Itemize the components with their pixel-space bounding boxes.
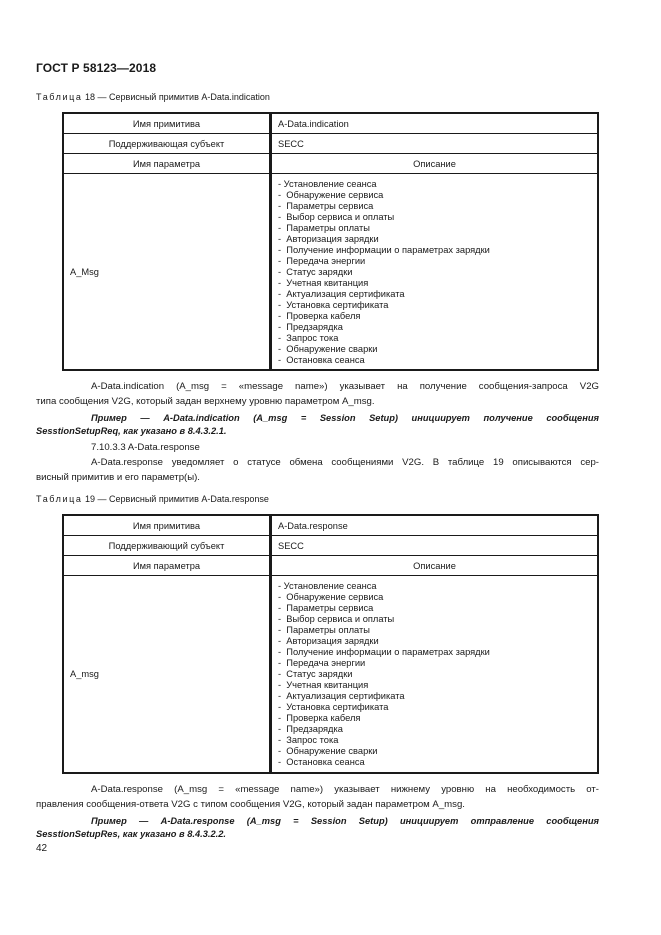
message-list-item: - Остановка сеанса [278, 757, 365, 767]
column-header-description: Описание [271, 154, 599, 174]
paragraph-line: типа сообщения V2G, который задан верхнему уровню параметром A_msg. [36, 396, 375, 407]
message-list-item: - Статус зарядки [278, 669, 353, 679]
table-header-row [63, 556, 598, 576]
message-list-item: - Обнаружение сервиса [278, 592, 384, 602]
message-list-item: - Параметры сервиса [278, 603, 374, 613]
message-list-item: - Передача энергии [278, 255, 366, 266]
message-list-item: - Получение информации о параметрах зарядки [278, 647, 490, 657]
table-row [63, 515, 598, 536]
message-list-item: - Статус зарядки [278, 266, 353, 277]
paragraph-line: A-Data.response (A_msg = «message name») указывает нижнему уровню на необходимость от- [91, 784, 599, 795]
example-line: Пример — A-Data.response (A_msg = Session Setup) инициирует отправление сообщения [91, 816, 599, 826]
table-18-caption [36, 92, 270, 102]
message-list-item: - Учетная квитанция [278, 277, 369, 288]
param-name: A_Msg [63, 174, 271, 371]
message-list-item: - Передача энергии [278, 658, 366, 668]
message-list-item: - Предзарядка [278, 321, 343, 332]
param-description [271, 576, 599, 774]
message-list-item: - Предзарядка [278, 724, 343, 734]
caption-text: 19 — Сервисный примитив A-Data.response [85, 494, 269, 504]
table-row [63, 174, 598, 371]
document-header-standard: ГОСТ Р 58123—2018 [36, 61, 157, 75]
example-indication [36, 412, 599, 438]
section-heading: 7.10.3.3 A-Data.response [91, 442, 200, 453]
page-number: 42 [36, 843, 48, 854]
paragraph-line: висный примитив и его параметр(ы). [36, 472, 200, 483]
table-19-caption [36, 494, 269, 504]
message-list-item: - Обнаружение сварки [278, 343, 378, 354]
message-list-item: - Проверка кабеля [278, 310, 361, 321]
message-list-item: - Остановка сеанса [278, 354, 365, 365]
caption-text: 18 — Сервисный примитив A-Data.indication [85, 92, 270, 102]
message-list-item: - Авторизация зарядки [278, 233, 379, 244]
message-list-item: - Актуализация сертификата [278, 691, 405, 701]
table-header-row [63, 154, 598, 174]
caption-word: Таблица [36, 494, 83, 504]
message-list-item: - Обнаружение сварки [278, 746, 378, 756]
message-list-item: - Выбор сервиса и оплаты [278, 614, 395, 624]
example-line: SesstionSetupReq, как указано в 8.4.3.2.1. [36, 426, 227, 436]
table-row [63, 113, 598, 134]
paragraph-line: правления сообщения-ответа V2G с типом сообщения V2G, который задан параметром A_msg. [36, 799, 465, 810]
table-19 [62, 514, 599, 774]
cell-value: SECC [271, 536, 599, 556]
message-list-item: - Параметры оплаты [278, 625, 370, 635]
cell-label: Поддерживающий субъект [63, 536, 271, 556]
example-line: SesstionSetupRes, как указано в 8.4.3.2.2. [36, 829, 227, 839]
cell-value: A-Data.response [271, 515, 599, 536]
message-list-item: - Установка сертификата [278, 702, 389, 712]
paragraph-indication [36, 379, 599, 409]
message-list-item: - Актуализация сертификата [278, 288, 405, 299]
message-list-item: - Проверка кабеля [278, 713, 361, 723]
cell-label: Имя примитива [63, 113, 271, 134]
message-list-item: - Получение информации о параметрах зарядки [278, 244, 490, 255]
param-description [271, 174, 599, 371]
example-response [36, 815, 599, 841]
message-list-item: - Авторизация зарядки [278, 636, 379, 646]
paragraph-line: A-Data.response уведомляет о статусе обмена сообщениями V2G. В таблице 19 описываются сер- [91, 457, 599, 468]
table-row [63, 134, 598, 154]
message-list-item: - Параметры сервиса [278, 200, 374, 211]
cell-value: A-Data.indication [271, 113, 599, 134]
paragraph-line: A-Data.indication (A_msg = «message name») указывает на получение сообщения-запроса V2G [91, 381, 599, 392]
table-row [63, 576, 598, 774]
table-row [63, 536, 598, 556]
column-header-param-name: Имя параметра [63, 154, 271, 174]
message-list-item: - Запрос тока [278, 332, 339, 343]
column-header-description: Описание [271, 556, 599, 576]
message-list-item: - Параметры оплаты [278, 222, 370, 233]
message-list-item: - Установка сертификата [278, 299, 389, 310]
message-list [278, 577, 591, 771]
column-header-param-name: Имя параметра [63, 556, 271, 576]
message-list-item: - Обнаружение сервиса [278, 189, 384, 200]
param-name: A_msg [63, 576, 271, 774]
caption-word: Таблица [36, 92, 83, 102]
example-line: Пример — A-Data.indication (A_msg = Session Setup) инициирует получение сообщения [91, 413, 599, 423]
cell-value: SECC [271, 134, 599, 154]
message-list-item: - Установление сеанса [278, 581, 377, 591]
message-list-item: - Учетная квитанция [278, 680, 369, 690]
message-list-item: - Запрос тока [278, 735, 339, 745]
section-7-10-3-3 [36, 440, 599, 485]
message-list-item: - Выбор сервиса и оплаты [278, 211, 395, 222]
paragraph-response [36, 782, 599, 812]
message-list-item: - Установление сеанса [278, 178, 377, 189]
message-list [278, 175, 591, 369]
cell-label: Имя примитива [63, 515, 271, 536]
cell-label: Поддерживающая субъект [63, 134, 271, 154]
table-18 [62, 112, 599, 371]
